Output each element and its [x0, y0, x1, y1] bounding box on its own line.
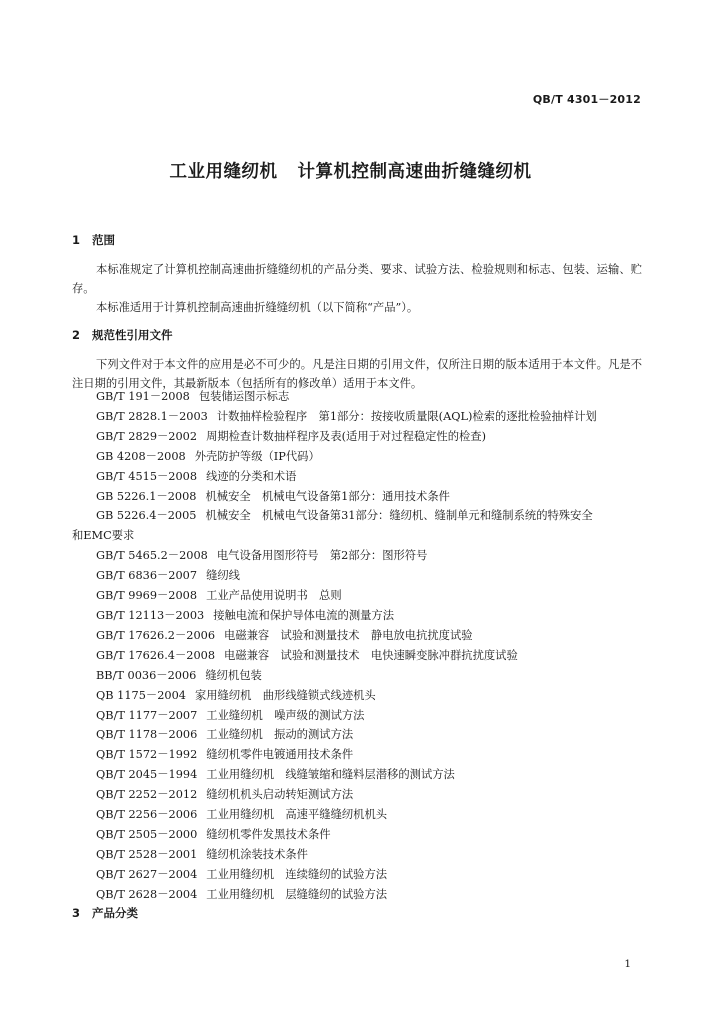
reference-item: [72, 506, 647, 546]
reference-title: 机械安全 机械电气设备第1部分：通用技术条件: [205, 489, 450, 503]
reference-item: [72, 825, 647, 845]
reference-code: QB/T 1572－1992: [96, 748, 198, 762]
reference-title: 外壳防护等级（IP代码）: [194, 449, 320, 463]
reference-item: [72, 407, 647, 427]
reference-title: 计数抽样检验程序 第1部分：按接收质量限(AQL)检索的逐批检验抽样计划: [216, 409, 597, 423]
reference-title: 机械安全 机械电气设备第31部分：缝纫机、缝制单元和缝制系统的特殊安全: [205, 509, 593, 523]
reference-code: GB/T 5465.2－2008: [96, 549, 208, 563]
section-2-heading: [72, 327, 173, 343]
reference-item: [72, 865, 647, 885]
reference-item: [72, 805, 647, 825]
section-1-heading: [72, 232, 115, 248]
title-part-2: 计算机控制高速曲折缝缝纫机: [297, 162, 532, 182]
reference-item: [72, 666, 647, 686]
reference-code: GB/T 4515－2008: [96, 469, 198, 483]
reference-title-continuation: 和EMC要求: [72, 529, 135, 543]
reference-title: 电磁兼容 试验和测量技术 电快速瞬变脉冲群抗扰度试验: [224, 648, 518, 662]
section-3-heading: [72, 905, 138, 921]
reference-title: 工业用缝纫机 层缝缝纫的试验方法: [206, 887, 388, 901]
reference-code: QB/T 2628－2004: [96, 887, 198, 901]
reference-item: [72, 566, 647, 586]
reference-title: 工业缝纫机 振动的测试方法: [206, 728, 354, 742]
reference-code: QB/T 2045－1994: [96, 768, 198, 782]
section-2-title: 规范性引用文件: [92, 328, 173, 342]
reference-code: GB/T 2828.1－2003: [96, 409, 208, 423]
reference-item: [72, 845, 647, 865]
standard-code: QB/T 4301－2012: [532, 93, 641, 106]
reference-title: 接触电流和保护导体电流的测量方法: [213, 608, 395, 622]
reference-item: [72, 387, 647, 407]
title-part-1: 工业用缝纫机: [169, 162, 278, 182]
reference-title: 缝纫机零件发黑技术条件: [206, 827, 331, 841]
section-1-number: 1: [72, 233, 81, 247]
section-1-paragraph-1: 本标准规定了计算机控制高速曲折缝缝纫机的产品分类、要求、试验方法、检验规则和标志、包装、运输、贮存。: [72, 263, 642, 295]
reference-title: 工业产品使用说明书 总则: [206, 589, 342, 603]
reference-title: 工业用缝纫机 连续缝纫的试验方法: [206, 867, 388, 881]
reference-item: [72, 686, 647, 706]
reference-code: GB/T 191－2008: [96, 390, 190, 403]
reference-title: 工业用缝纫机 高速平缝缝纫机机头: [206, 808, 388, 822]
reference-code: QB/T 1178－2006: [96, 728, 198, 742]
reference-title: 周期检查计数抽样程序及表(适用于对过程稳定性的检查): [206, 429, 487, 443]
reference-item: [72, 447, 647, 467]
normative-references-list: [72, 387, 647, 905]
reference-title: 工业缝纫机 噪声级的测试方法: [206, 708, 365, 722]
reference-item: [72, 765, 647, 785]
reference-code: QB/T 2505－2000: [96, 827, 198, 841]
reference-title: 线迹的分类和术语: [206, 469, 297, 483]
reference-item: [72, 427, 647, 447]
reference-title: 工业用缝纫机 线缝皱缩和缝料层潜移的测试方法: [206, 768, 455, 782]
reference-code: GB/T 2829－2002: [96, 429, 198, 443]
reference-item: [72, 487, 647, 507]
reference-code: GB/T 17626.2－2006: [96, 628, 216, 642]
section-1-paragraph-2: 本标准适用于计算机控制高速曲折缝缝纫机（以下简称“产品”）。: [96, 301, 419, 314]
reference-item: [72, 467, 647, 487]
reference-item: [72, 626, 647, 646]
reference-code: QB/T 2627－2004: [96, 867, 198, 881]
reference-item: [72, 785, 647, 805]
document-title: [0, 158, 701, 183]
reference-code: GB 5226.1－2008: [96, 489, 197, 503]
reference-item: [72, 725, 647, 745]
section-3-title: 产品分类: [92, 906, 138, 920]
section-1-title: 范围: [92, 233, 115, 247]
section-2-intro: 下列文件对于本文件的应用是必不可少的。凡是注日期的引用文件，仅所注日期的版本适用于本文件。凡是不注日期的引用文件，其最新版本（包括所有的修改单）适用于本文件。: [72, 358, 642, 390]
reference-code: GB 5226.4－2005: [96, 509, 197, 523]
reference-item: [72, 606, 647, 626]
reference-title: 家用缝纫机 曲形线缝锁式线迹机头: [194, 688, 376, 702]
reference-code: QB/T 1177－2007: [96, 708, 198, 722]
section-2-number: 2: [72, 328, 81, 342]
reference-code: GB 4208－2008: [96, 449, 186, 463]
reference-code: GB/T 17626.4－2008: [96, 648, 216, 662]
section-3-number: 3: [72, 906, 81, 920]
reference-code: QB 1175－2004: [96, 688, 186, 702]
reference-item: [72, 706, 647, 726]
reference-code: GB/T 12113－2003: [96, 608, 205, 622]
reference-item: [72, 546, 647, 566]
reference-title: 缝纫机涂装技术条件: [206, 847, 308, 861]
reference-code: QB/T 2256－2006: [96, 808, 198, 822]
reference-title: 缝纫机机头启动转矩测试方法: [206, 788, 354, 802]
reference-code: QB/T 2528－2001: [96, 847, 198, 861]
reference-code: BB/T 0036－2006: [96, 668, 197, 682]
reference-item: [72, 646, 647, 666]
reference-title: 电气设备用图形符号 第2部分：图形符号: [216, 549, 428, 563]
page-number: 1: [624, 958, 631, 970]
reference-code: GB/T 6836－2007: [96, 569, 198, 583]
reference-item: [72, 745, 647, 765]
reference-title: 缝纫机零件电镀通用技术条件: [206, 748, 354, 762]
reference-title: 缝纫线: [206, 569, 240, 583]
reference-code: GB/T 9969－2008: [96, 589, 198, 603]
reference-title: 包装储运图示标志: [198, 390, 290, 403]
reference-title: 缝纫机包装: [205, 668, 262, 682]
reference-title: 电磁兼容 试验和测量技术 静电放电抗扰度试验: [224, 628, 473, 642]
reference-item: [72, 885, 647, 905]
reference-code: QB/T 2252－2012: [96, 788, 198, 802]
reference-item: [72, 586, 647, 606]
